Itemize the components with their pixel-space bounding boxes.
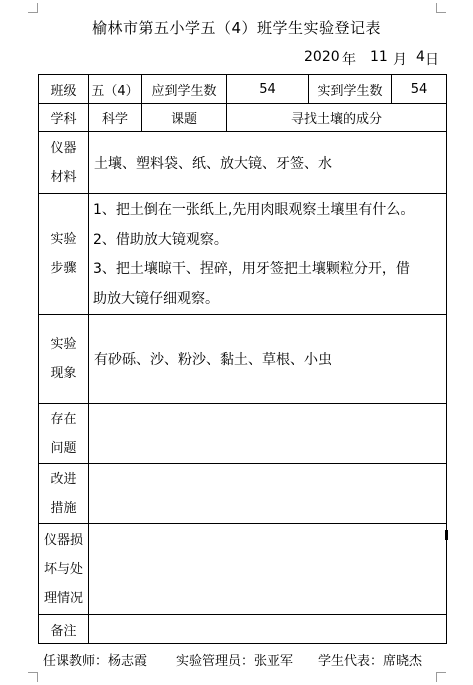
problems-value [89,404,447,464]
step-line: 3、把土壤晾干、捏碎，用牙签把土壤颗粒分开，借 [93,261,410,277]
document-title: 榆林市第五小学五（4）班学生实验登记表 [91,19,382,37]
table-row [39,404,447,464]
label-line: 改进 [50,471,77,487]
topic-label: 课题 [142,104,227,132]
label-line: 问题 [50,440,77,456]
page-corner-mark [28,3,38,13]
table-row [39,524,447,615]
step-line: 助放大镜仔细观察。 [93,290,219,307]
page-corner-mark [28,672,38,682]
step-line: 2、借助放大镜观察。 [93,231,228,248]
student-rep-signature-line: 学生代表：席晓杰 [318,654,423,669]
label-line: 步骤 [50,261,77,276]
remarks-label: 备注 [39,615,89,644]
date-day-char: 日 [425,52,439,68]
page-corner-mark [436,3,446,13]
phenomena-value: 有砂砾、沙、粉沙、黏土、草根、小虫 [89,315,447,404]
improvements-label [39,464,89,524]
table-row [39,464,447,524]
label-line: 仪器损 [43,532,83,548]
materials-value: 土壤、塑料袋、纸、放大镜、牙签、水 [89,132,447,194]
expected-students-label: 应到学生数 [142,75,227,104]
label-line: 实验 [50,337,77,352]
label-line: 现象 [50,366,77,381]
table-row [39,194,447,315]
topic-value: 寻找土壤的成分 [227,104,447,132]
steps-label [39,194,89,315]
table-row [39,615,447,644]
subject-value: 科学 [89,104,142,132]
label-line: 措施 [50,500,77,516]
actual-students-label: 实到学生数 [309,75,392,104]
equipment-damage-label [39,524,89,615]
expected-students-value: 54 [227,75,309,104]
date-month-char: 月 [393,52,407,68]
label-line: 理情况 [43,590,83,606]
improvements-value [89,464,447,524]
date-year-char: 年 [342,52,356,68]
text-cursor [445,530,448,540]
teacher-signature-line: 任课教师：杨志霞 [43,654,148,669]
problems-label [39,404,89,464]
date-year: 2020 [304,49,340,65]
subject-label: 学科 [39,104,89,132]
equipment-damage-value [89,524,447,615]
actual-students-value: 54 [392,75,447,104]
date-day: 4 [416,49,425,65]
remarks-value [89,615,447,644]
class-label: 班级 [39,75,89,104]
table-row [39,75,447,104]
label-line: 仪器 [50,140,77,156]
class-value: 五（4） [89,75,142,104]
materials-label [39,132,89,194]
step-line: 1、把土倒在一张纸上,先用肉眼观察土壤里有什么。 [93,202,415,218]
table-row [39,104,447,132]
table-row [39,315,447,404]
label-line: 实验 [50,232,77,247]
label-line: 坏与处 [43,561,83,577]
manager-signature-line: 实验管理员：张亚军 [176,654,294,669]
label-line: 材料 [50,169,77,185]
phenomena-label [39,315,89,404]
page-corner-mark [436,672,446,682]
label-line: 存在 [50,411,77,427]
date-month: 11 [370,49,388,65]
experiment-register-table [38,74,447,644]
steps-value [89,194,447,315]
table-row [39,132,447,194]
